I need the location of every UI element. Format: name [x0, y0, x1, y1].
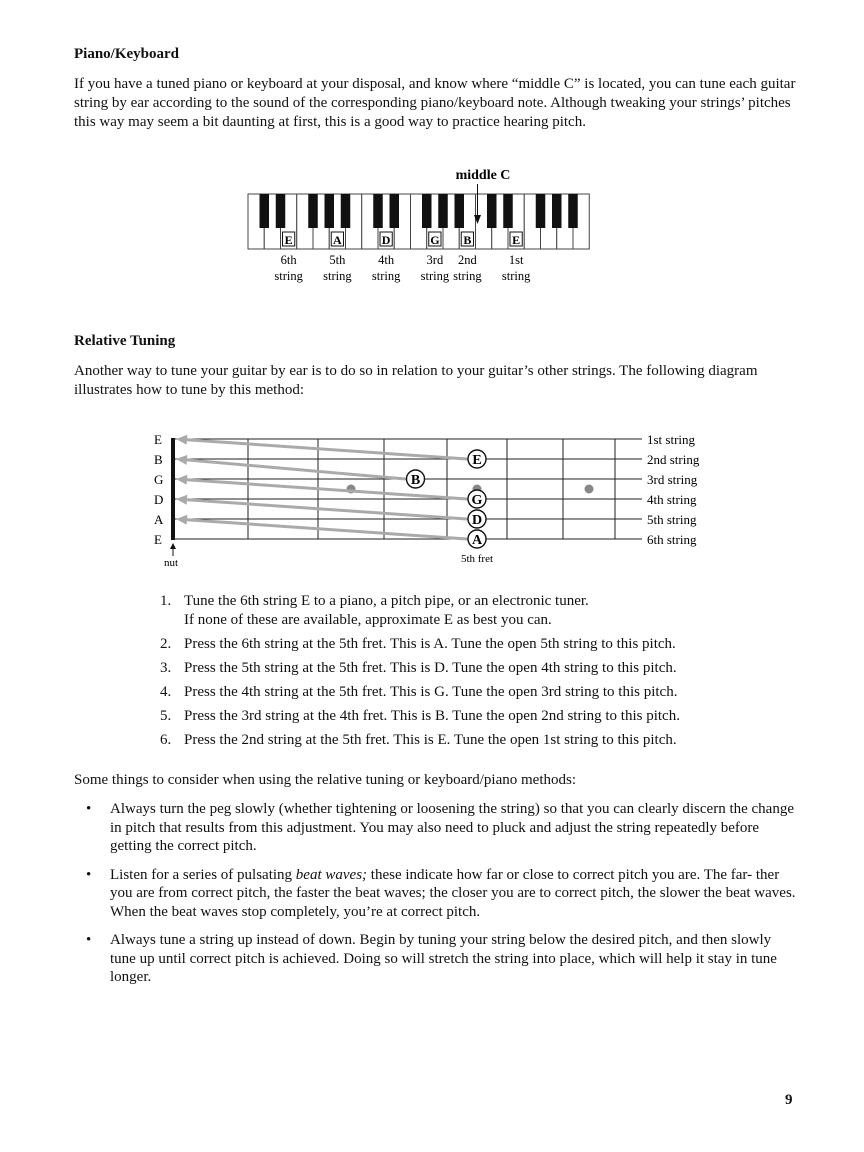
- fretboard-diagram: [140, 425, 720, 575]
- step-number: 6.: [160, 732, 172, 748]
- piano-black-key: [422, 194, 432, 228]
- tuning-step: [160, 659, 680, 678]
- piano-black-key: [487, 194, 497, 228]
- relative-tuning-paragraph: Another way to tune your guitar by ear is to do so in relation to your guitar’s other strings. The following diagram illustrates how to tune by this method:: [74, 363, 758, 398]
- piano-black-key: [438, 194, 448, 228]
- open-string-letter: B: [154, 452, 163, 467]
- string-name-label: 1st string: [647, 432, 696, 447]
- tuning-arrowhead: [176, 475, 187, 485]
- open-string-letter: E: [154, 532, 162, 547]
- piano-string-number: 6th: [280, 253, 297, 267]
- step-text: Press the 4th string at the 5th fret. This is G. Tune the open 3rd string to this pitch.: [184, 684, 678, 700]
- fret-marker-letter: B: [410, 473, 421, 488]
- piano-note-label: G: [430, 233, 440, 247]
- piano-note-label: A: [333, 233, 342, 247]
- string-name-label: 4th string: [647, 492, 697, 507]
- piano-black-key: [325, 194, 335, 228]
- tuning-arrow-shaft: [187, 440, 467, 459]
- consideration-text-part: Listen for a series of pulsating: [110, 866, 296, 883]
- piano-string-word: string: [323, 269, 352, 283]
- string-name-label: 2nd string: [647, 452, 700, 467]
- step-number: 5.: [160, 708, 172, 724]
- piano-string-word: string: [274, 269, 303, 283]
- piano-black-key: [552, 194, 562, 228]
- piano-black-key: [308, 194, 318, 228]
- step-number: 4.: [160, 684, 172, 700]
- relative-tuning-heading: Relative Tuning: [74, 333, 176, 349]
- bullet-dot: •: [86, 801, 92, 817]
- considerations-list: [86, 800, 798, 997]
- bullet-dot: •: [86, 866, 92, 883]
- step-text: Press the 3rd string at the 4th fret. This is B. Tune the open 2nd string to this pitch.: [184, 708, 680, 724]
- tuning-arrowhead: [176, 455, 187, 465]
- piano-string-number: 2nd: [458, 253, 477, 267]
- string-name-label: 6th string: [647, 532, 697, 547]
- tuning-arrowhead: [176, 495, 187, 505]
- piano-string-word: string: [371, 269, 401, 283]
- piano-keys: [248, 184, 589, 249]
- piano-note-label: B: [463, 233, 472, 247]
- bullet-dot: •: [86, 932, 92, 948]
- tuning-step: [160, 707, 680, 726]
- step-number: 2.: [160, 636, 172, 652]
- nut-bar: [171, 438, 175, 540]
- tuning-arrows: [176, 435, 467, 539]
- piano-string-number: 1st: [508, 253, 524, 267]
- piano-black-key: [568, 194, 578, 228]
- step-text: Press the 6th string at the 5th fret. This is A. Tune the open 5th string to this pitch.: [184, 636, 676, 652]
- open-string-letter: A: [154, 512, 164, 527]
- tuning-steps: [160, 592, 680, 755]
- fret-marker-letter: G: [471, 493, 483, 508]
- tuning-arrow-shaft: [187, 480, 467, 499]
- open-string-letter: D: [154, 492, 164, 507]
- piano-black-key: [341, 194, 351, 228]
- piano-black-key: [260, 194, 270, 228]
- tuning-arrowhead: [176, 515, 187, 525]
- piano-note-label: D: [381, 233, 391, 247]
- page-number: 9: [785, 1092, 793, 1108]
- step-text: Press the 2nd string at the 5th fret. This is E. Tune the open 1st string to this pitch.: [184, 732, 677, 748]
- piano-string-number: 5th: [329, 253, 346, 267]
- fret-inlay-dot: [585, 485, 594, 494]
- piano-string-number: 3rd: [426, 253, 444, 267]
- piano-string-labels: [274, 253, 531, 283]
- string-name-label: 5th string: [647, 512, 697, 527]
- tuning-step: [160, 731, 680, 750]
- consideration-item: [86, 931, 798, 987]
- fret-marker-letter: A: [471, 533, 483, 548]
- fretboard-labels: [154, 432, 700, 569]
- piano-string-word: string: [420, 269, 450, 283]
- piano-black-key: [503, 194, 513, 228]
- consideration-emphasis: beat waves;: [295, 866, 368, 883]
- nut-pointer-head: [170, 543, 176, 549]
- consideration-item: [86, 800, 798, 856]
- consideration-text: [110, 800, 798, 856]
- step-number: 1.: [160, 593, 172, 609]
- tuning-arrow-shaft: [187, 520, 467, 539]
- consider-intro: Some things to consider when using the relative tuning or keyboard/piano methods:: [74, 772, 576, 788]
- piano-keyboard-paragraph: If you have a tuned piano or keyboard at your disposal, and know where “middle C” is located, you can tune each guitar string by ear according to the sound of the corresponding piano/keyboard note. Although tweaking your strings’ pitches this way may seem a bit daunting at first, this is a good way to practice hearing pitch.: [74, 76, 796, 130]
- consideration-text-part: Always tune a string up instead of down. Begin by tuning your string below the desired pitch, and then slowly tune up until correct pitch is achieved. Doing so will stretch the string into place, which will help it stay in tune longer.: [110, 932, 777, 985]
- piano-string-word: string: [453, 269, 482, 283]
- piano-string-number: 4th: [378, 253, 395, 267]
- piano-string-word: string: [501, 269, 531, 283]
- consideration-item: [86, 866, 798, 922]
- piano-keyboard-diagram: [236, 160, 602, 290]
- piano-black-key: [536, 194, 546, 228]
- tuning-arrow-shaft: [187, 460, 406, 479]
- consideration-text: [110, 931, 798, 987]
- step-text: Press the 5th string at the 5th fret. This is D. Tune the open 4th string to this pitch.: [184, 660, 677, 676]
- piano-black-key: [390, 194, 400, 228]
- consideration-text: [110, 866, 798, 922]
- piano-black-key: [455, 194, 465, 228]
- step-number: 3.: [160, 660, 172, 676]
- open-string-letter: E: [154, 432, 162, 447]
- piano-keyboard-heading: Piano/Keyboard: [74, 46, 180, 62]
- fret-marker-letter: D: [471, 513, 483, 528]
- tuning-step: [160, 683, 680, 702]
- fifth-fret-label: 5th fret: [460, 553, 494, 565]
- nut-label: nut: [163, 557, 179, 569]
- tuning-step: [160, 635, 680, 654]
- tuning-step: [160, 592, 680, 630]
- piano-note-label: E: [512, 233, 521, 247]
- tuning-arrow-shaft: [187, 500, 467, 519]
- middle-c-label: middle C: [455, 168, 511, 183]
- piano-note-label: E: [284, 233, 293, 247]
- fret-marker-letter: E: [472, 453, 482, 468]
- tuning-arrowhead: [176, 435, 187, 445]
- consideration-text-part: these indicate how far or close to correct pitch you are. The far- ther you are from correct pitch, the faster the beat waves; the closer you are to correct pitch, the slower the beat waves. When the beat waves stop completely, you’re at correct pitch.: [110, 866, 796, 920]
- piano-black-key: [373, 194, 383, 228]
- open-string-letter: G: [154, 472, 164, 487]
- consideration-text-part: Always turn the peg slowly (whether tightening or loosening the string) so that you can clearly discern the change in pitch that results from this adjustment. You may also need to pluck and adjust the string repeatedly before getting the correct pitch.: [110, 801, 794, 854]
- piano-black-key: [276, 194, 286, 228]
- step-text: Tune the 6th string E to a piano, a pitch pipe, or an electronic tuner. If none of these are available, approximate E as best you can.: [184, 593, 589, 628]
- string-name-label: 3rd string: [647, 472, 698, 487]
